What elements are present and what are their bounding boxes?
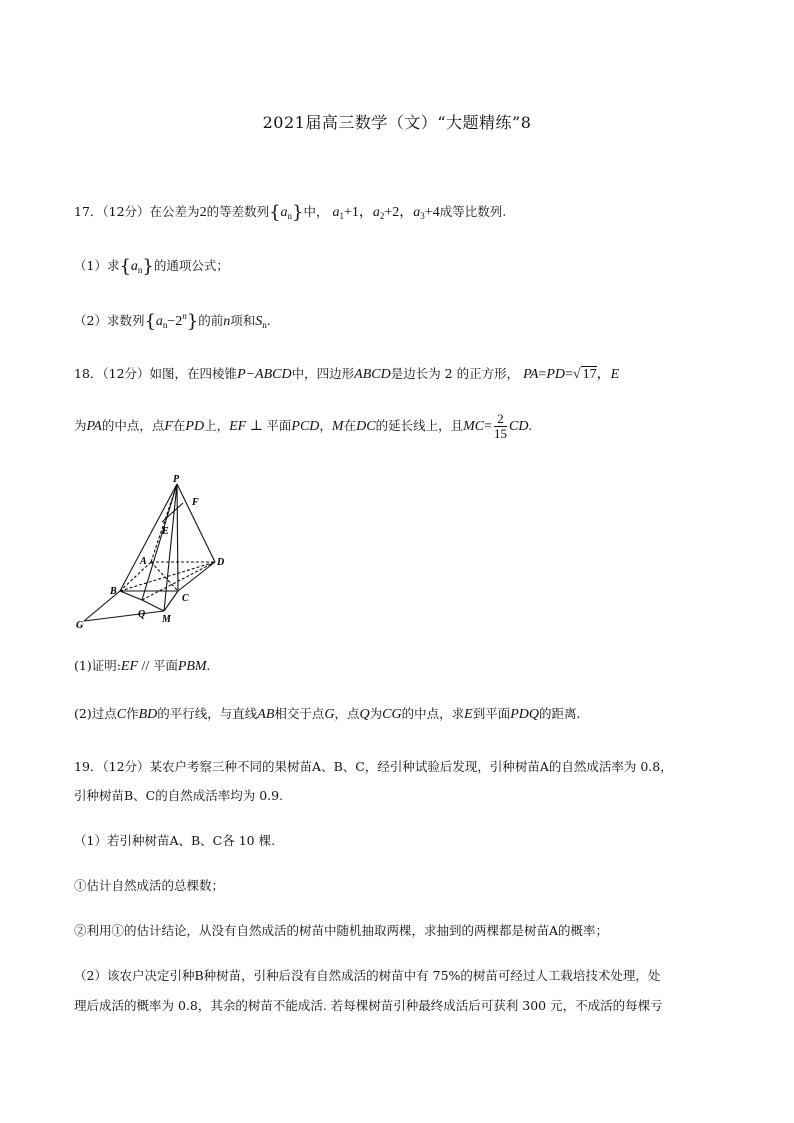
label-Q: Q bbox=[138, 609, 146, 620]
q19-stem-line2: 引种树苗B、C的自然成活率均为 0.9. bbox=[74, 788, 284, 803]
q17-part2: （2）求数列$\{a_n-2^n\}$的前n项和$S_n$. bbox=[74, 311, 271, 332]
label-C: C bbox=[182, 593, 189, 604]
label-E: E bbox=[162, 526, 169, 537]
q19-part1-ii: ②利用①的估计结论，从没有自然成活的树苗中随机抽取两棵，求抽到的两棵都是树苗A的概率； bbox=[74, 923, 609, 938]
label-A: A bbox=[140, 556, 147, 567]
q18-part1: (1)证明:EF // 平面PBM. bbox=[74, 658, 211, 674]
q18-stem: 18．（12分）如图，在四棱锥P−ABCD中，四边形ABCD是边长为 2 的正方形， PA=PD=√ 17，E bbox=[74, 366, 620, 382]
label-G: G bbox=[76, 620, 84, 631]
q19-part2-line2: 理后成活的概率为 0.8，其余的树苗不能成活. 若每棵树苗引种最终成活后可获利 300 元，不成活的每棵亏 bbox=[74, 998, 663, 1013]
label-B: B bbox=[110, 586, 117, 597]
page-title: 2021届高三数学（文）“大题精练”8 bbox=[262, 113, 532, 132]
label-D: D bbox=[217, 557, 225, 568]
label-M: M bbox=[162, 614, 171, 625]
q19-stem-line1: 19．（12分）某农户考察三种不同的果树苗A、B、C，经引种试验后发现，引种树苗A的自然成活率为 0.8， bbox=[74, 759, 673, 774]
label-F: F bbox=[192, 497, 199, 508]
q19-part2-line1: （2）该农户决定引种B种树苗，引种后没有自然成活的树苗中有 75%的树苗可经过人工栽培技术处理，处 bbox=[74, 968, 661, 983]
label-P: P bbox=[173, 474, 180, 485]
q17-stem: 17．（12分）在公差为2的等差数列$\{a_n\}$中， $a_1+1$，$a_2+2$，$a_3+4$成等比数列. bbox=[74, 202, 507, 223]
q19-part1: （1）若引种树苗A、B、C各 10 棵. bbox=[74, 833, 276, 848]
q17-part1: （1）求$\{a_n\}$的通项公式； bbox=[74, 256, 229, 277]
q18-stem-line2: 为PA的中点，点F在PD上，EF ⊥ 平面PCD，M在DC的延长线上，且MC= $\frac{2}{15}$ CD. bbox=[74, 411, 532, 441]
q19-part1-i: ①估计自然成活的总棵数； bbox=[74, 878, 225, 893]
pyramid-figure bbox=[70, 470, 240, 635]
q18-part2: (2)过点C作BD的平行线，与直线AB相交于点G，点Q为CG的中点，求E到平面PDQ的距离. bbox=[74, 706, 581, 722]
